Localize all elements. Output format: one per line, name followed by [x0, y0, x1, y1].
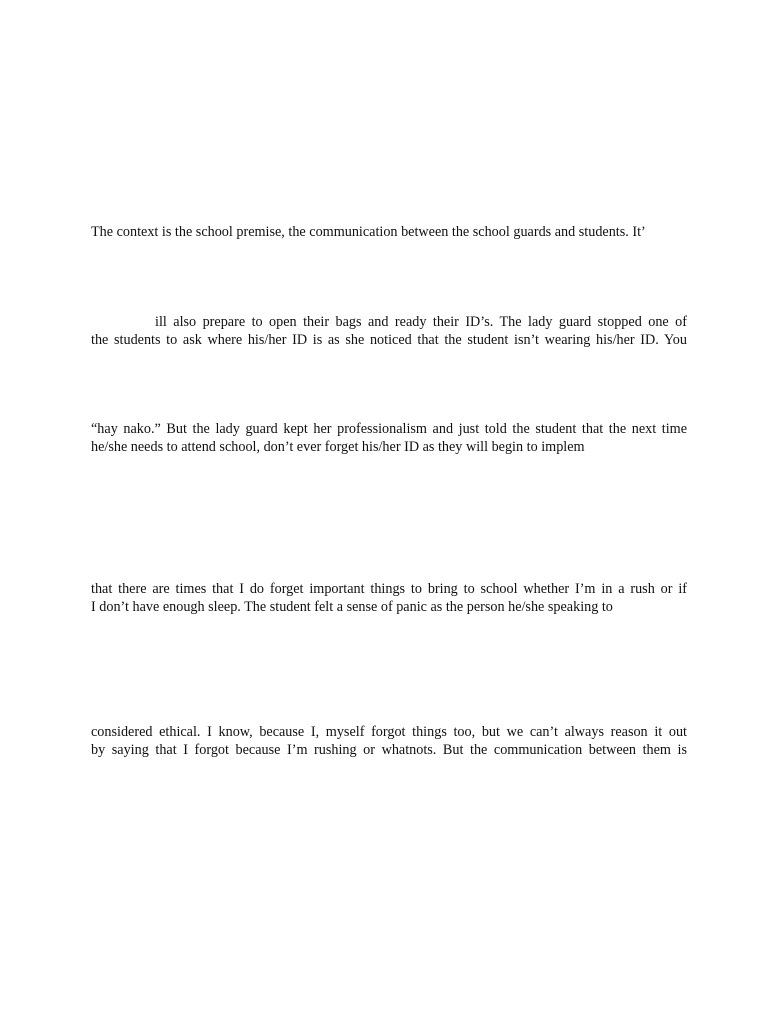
text-line-8: considered ethical. I know, because I, myself forgot things too, but we can’t always reason it out: [91, 724, 687, 740]
text-line-5: he/she needs to attend school, don’t ever forget his/her ID as they will begin to implem: [91, 439, 585, 455]
text-line-9: by saying that I forgot because I’m rushing or whatnots. But the communication between them is: [91, 742, 687, 758]
text-line-3: the students to ask where his/her ID is as she noticed that the student isn’t wearing his/her ID. You: [91, 332, 687, 348]
text-line-6: that there are times that I do forget important things to bring to school whether I’m in a rush or if: [91, 581, 687, 597]
text-line-1: The context is the school premise, the communication between the school guards and students. It’: [91, 224, 646, 240]
text-line-2: ill also prepare to open their bags and ready their ID’s. The lady guard stopped one of: [155, 314, 687, 330]
text-line-7: I don’t have enough sleep. The student felt a sense of panic as the person he/she speaking to: [91, 599, 613, 615]
text-line-4: “hay nako.” But the lady guard kept her professionalism and just told the student that the next time: [91, 421, 687, 437]
